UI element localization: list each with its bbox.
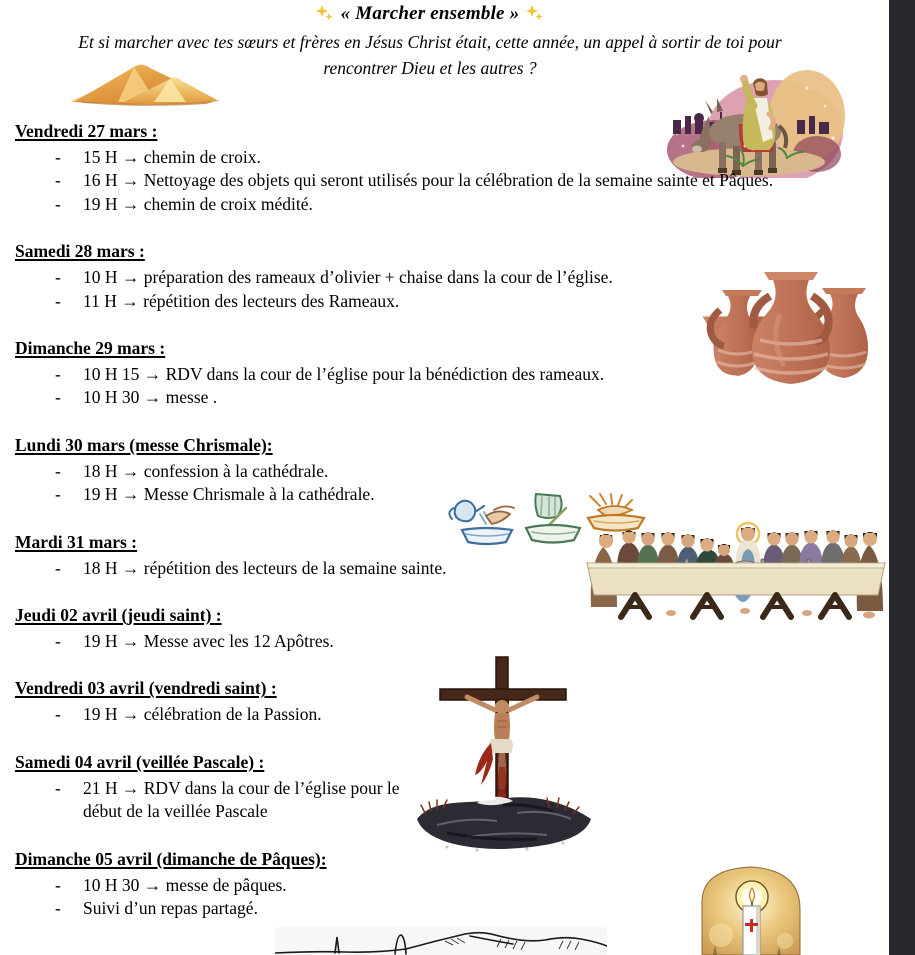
bullet-dash: - xyxy=(55,364,61,385)
schedule-item xyxy=(15,703,915,726)
mountain-sketch-image xyxy=(275,927,607,955)
holy-week-schedule xyxy=(15,121,915,921)
item-text: 10 H 30 → messe de pâques. xyxy=(83,874,287,895)
section-heading: Samedi 28 mars : xyxy=(15,241,145,262)
section-samedi-04-avril xyxy=(15,752,915,824)
schedule-item xyxy=(15,897,915,920)
bullet-dash: - xyxy=(55,777,61,798)
item-text: 15 H → chemin de croix. xyxy=(83,147,261,167)
schedule-item xyxy=(15,386,915,409)
item-text: 19 H → Messe Chrismale à la cathédrale. xyxy=(83,484,375,505)
page-title: « Marcher ensemble » xyxy=(340,3,520,24)
section-heading: Lundi 30 mars (messe Chrismale): xyxy=(15,434,273,455)
item-text: 18 H → répétition des lecteurs de la semaine sainte. xyxy=(83,557,447,578)
sparkle-icon xyxy=(316,5,334,23)
item-text: Suivi d’un repas partagé. xyxy=(83,898,258,919)
schedule-item xyxy=(15,483,915,506)
bullet-dash: - xyxy=(55,147,61,167)
item-text: 19 H → célébration de la Passion. xyxy=(83,704,322,725)
item-text: 10 H 15 → RDV dans la cour de l’église pour la bénédiction des rameaux. xyxy=(83,364,605,385)
section-heading: Dimanche 29 mars : xyxy=(15,338,166,359)
bullet-dash: - xyxy=(55,193,61,214)
subtitle-line-1: Et si marcher avec tes sœurs et frères en Jésus Christ était, cette année, un appel à sortir de toi pour xyxy=(78,32,782,52)
bullet-dash: - xyxy=(55,170,61,191)
schedule-item xyxy=(15,460,915,483)
desert-dunes-image xyxy=(66,57,223,112)
schedule-item xyxy=(15,193,915,216)
schedule-item xyxy=(15,290,915,313)
schedule-item xyxy=(15,557,915,580)
section-dimanche-29-mars xyxy=(15,338,915,410)
bullet-dash: - xyxy=(55,898,61,919)
section-lundi-30-mars xyxy=(15,435,915,507)
schedule-item xyxy=(15,266,915,289)
schedule-item xyxy=(15,777,915,824)
item-text: 16 H → Nettoyage des objets qui seront utilisés pour la célébration de la semaine sainte et Pâques. xyxy=(83,170,774,191)
item-text: 19 H → Messe avec les 12 Apôtres. xyxy=(83,631,334,652)
section-heading: Jeudi 02 avril (jeudi saint) : xyxy=(15,605,222,626)
section-heading: Vendredi 03 avril (vendredi saint) : xyxy=(15,678,277,699)
schedule-item xyxy=(15,146,915,169)
bullet-dash: - xyxy=(55,460,61,481)
section-dimanche-05-avril xyxy=(15,849,915,921)
schedule-item xyxy=(15,630,915,653)
section-mardi-31-mars xyxy=(15,532,915,580)
bullet-dash: - xyxy=(55,874,61,895)
item-text: 19 H → chemin de croix médité. xyxy=(83,193,313,214)
item-text: 11 H → répétition des lecteurs des Rameaux. xyxy=(83,290,400,311)
bullet-dash: - xyxy=(55,387,61,408)
schedule-item xyxy=(15,169,915,192)
schedule-item xyxy=(15,363,915,386)
schedule-item xyxy=(15,874,915,897)
item-text: 10 H 30 → messe . xyxy=(83,387,218,408)
item-text: 10 H → préparation des rameaux d’olivier + chaise dans la cour de l’église. xyxy=(83,267,613,288)
section-vendredi-27-mars xyxy=(15,121,915,216)
bullet-dash: - xyxy=(55,557,61,578)
bullet-dash: - xyxy=(55,484,61,505)
item-text: 18 H → confession à la cathédrale. xyxy=(83,460,329,481)
section-heading: Samedi 04 avril (veillée Pascale) : xyxy=(15,751,265,772)
section-heading: Vendredi 27 mars : xyxy=(15,121,158,141)
section-vendredi-03-avril xyxy=(15,678,915,726)
item-text: 21 H → RDV dans la cour de l’église pour le début de la veillée Pascale xyxy=(83,777,400,822)
bullet-dash: - xyxy=(55,290,61,311)
section-samedi-28-mars xyxy=(15,241,915,313)
bullet-dash: - xyxy=(55,704,61,725)
section-heading: Dimanche 05 avril (dimanche de Pâques): xyxy=(15,848,327,869)
bullet-dash: - xyxy=(55,631,61,652)
section-heading: Mardi 31 mars : xyxy=(15,531,137,552)
sparkle-icon xyxy=(526,5,544,23)
section-jeudi-02-avril xyxy=(15,605,915,653)
title-line xyxy=(0,3,860,25)
bullet-dash: - xyxy=(55,267,61,288)
subtitle-line-2: rencontrer Dieu et les autres ? xyxy=(323,58,537,78)
